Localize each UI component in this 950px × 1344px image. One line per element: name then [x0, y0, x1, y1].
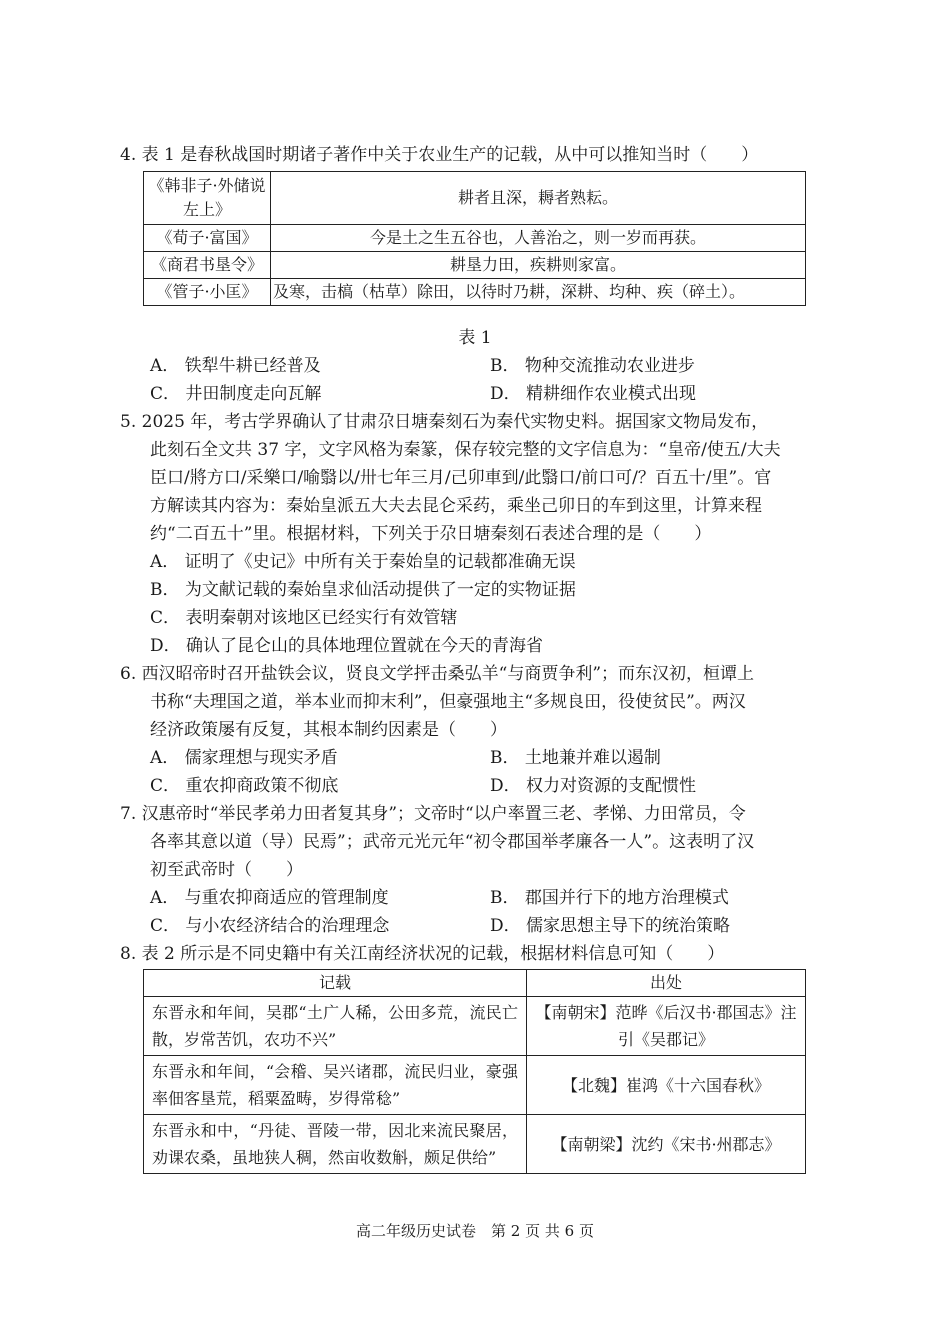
- q4-option-b: B． 物种交流推动农业进步: [490, 356, 695, 376]
- table-header-row: [144, 970, 806, 997]
- q5-option-a: A． 证明了《史记》中所有关于秦始皇的记载都准确无误: [150, 552, 576, 572]
- table-row: [144, 225, 806, 252]
- q6-option-a: A． 儒家理想与现实矛盾: [150, 748, 338, 768]
- q7-option-a: A． 与重农抑商适应的管理制度: [150, 888, 389, 908]
- table-cell-source: 《商君书垦令》: [144, 252, 271, 279]
- q5-line-5: 约“二百五十”里。根据材料，下列关于尕日塘秦刻石表述合理的是（ ）: [150, 524, 712, 544]
- q5-line-1: 5. 2025 年，考古学界确认了甘肃尕日塘秦刻石为秦代实物史料。据国家文物局发布，: [120, 412, 769, 432]
- table-cell-record: 东晋永和年间，“会稽、吴兴诸郡，流民归业，豪强率佃客垦荒，稻粟盈畴，岁得常稔”: [144, 1056, 527, 1115]
- q7-option-c: C． 与小农经济结合的治理理念: [150, 916, 390, 936]
- q6-line-2: 书称“夫理国之道，举本业而抑末利”，但豪强地主“多规良田，役使贫民”。两汉: [150, 692, 746, 712]
- table-cell-source: 《荀子·富国》: [144, 225, 271, 252]
- table-row: [144, 172, 806, 225]
- table-cell-source: 【南朝梁】沈约《宋书·州郡志》: [527, 1115, 806, 1174]
- table-1-caption: 表 1: [458, 328, 492, 348]
- table-row: [144, 997, 806, 1056]
- q6-option-b: B． 土地兼并难以遏制: [490, 748, 661, 768]
- table-2: [143, 969, 806, 1174]
- table-cell-source: 【北魏】崔鸿《十六国春秋》: [527, 1056, 806, 1115]
- q5-option-b: B． 为文献记载的秦始皇求仙活动提供了一定的实物证据: [150, 580, 576, 600]
- q5-line-3: 臣口/將方口/采樂口/喻翳以/卅七年三月/己卯車到/此翳口/前口可/？百五十/里”。官: [150, 468, 772, 488]
- table-cell-text: 及寒，击槁（枯草）除田，以待时乃耕，深耕、均种、疾（碎土）。: [271, 279, 806, 306]
- q6-line-3: 经济政策屡有反复，其根本制约因素是（ ）: [150, 720, 507, 740]
- q6-line-1: 6. 西汉昭帝时召开盐铁会议，贤良文学抨击桑弘羊“与商贾争利”；而东汉初，桓谭上: [120, 664, 755, 684]
- table-row: [144, 1056, 806, 1115]
- table-cell-source: 【南朝宋】范晔《后汉书·郡国志》注引《吴郡记》: [527, 997, 806, 1056]
- table-row: [144, 252, 806, 279]
- table-cell-record: 东晋永和中，“丹徒、晋陵一带，因北来流民聚居，劝课农桑，虽地狭人稠，然亩收数斛，颇足供给”: [144, 1115, 527, 1174]
- table-row: [144, 1115, 806, 1174]
- q5-line-4: 方解读其内容为：秦始皇派五大夫去昆仑采药，乘坐己卯日的车到这里，计算来程: [150, 496, 762, 516]
- table-1: [143, 171, 806, 306]
- column-header-record: 记载: [144, 970, 527, 997]
- q4-option-c: C． 井田制度走向瓦解: [150, 384, 322, 404]
- q7-line-3: 初至武帝时（ ）: [150, 860, 303, 880]
- q7-option-b: B． 郡国并行下的地方治理模式: [490, 888, 729, 908]
- q7-option-d: D． 儒家思想主导下的统治策略: [490, 916, 731, 936]
- q7-line-2: 各率其意以道（导）民焉”；武帝元光元年“初令郡国举孝廉各一人”。这表明了汉: [150, 832, 755, 852]
- q6-option-d: D． 权力对资源的支配惯性: [490, 776, 697, 796]
- page-footer: 高二年级历史试卷 第 2 页 共 6 页: [356, 1222, 594, 1240]
- q5-line-2: 此刻石全文共 37 字，文字风格为秦篆，保存较完整的文字信息为：“皇帝/使五/大夫: [150, 440, 781, 460]
- table-cell-text: 今是土之生五谷也，人善治之，则一岁而再获。: [271, 225, 806, 252]
- table-cell-record: 东晋永和年间，吴郡“土广人稀，公田多荒，流民亡散，岁常苦饥，农功不兴”: [144, 997, 527, 1056]
- column-header-source: 出处: [527, 970, 806, 997]
- table-cell-text: 耕者且深，耨者熟耘。: [271, 172, 806, 225]
- q5-option-c: C． 表明秦朝对该地区已经实行有效管辖: [150, 608, 458, 628]
- q4-stem: 4. 表 1 是春秋战国时期诸子著作中关于农业生产的记载，从中可以推知当时（ ）: [120, 145, 759, 165]
- q7-line-1: 7. 汉惠帝时“举民孝弟力田者复其身”；文帝时“以户率置三老、孝悌、力田常员，令: [120, 804, 746, 824]
- table-cell-source: 《韩非子·外储说左上》: [144, 172, 271, 225]
- table-cell-text: 耕垦力田，疾耕则家富。: [271, 252, 806, 279]
- table-row: [144, 279, 806, 306]
- q8-stem: 8. 表 2 所示是不同史籍中有关江南经济状况的记载，根据材料信息可知（ ）: [120, 944, 725, 964]
- q5-option-d: D． 确认了昆仑山的具体地理位置就在今天的青海省: [150, 636, 544, 656]
- q6-option-c: C． 重农抑商政策不彻底: [150, 776, 339, 796]
- q4-option-a: A． 铁犁牛耕已经普及: [150, 356, 321, 376]
- q4-option-d: D． 精耕细作农业模式出现: [490, 384, 697, 404]
- table-cell-source: 《管子·小匡》: [144, 279, 271, 306]
